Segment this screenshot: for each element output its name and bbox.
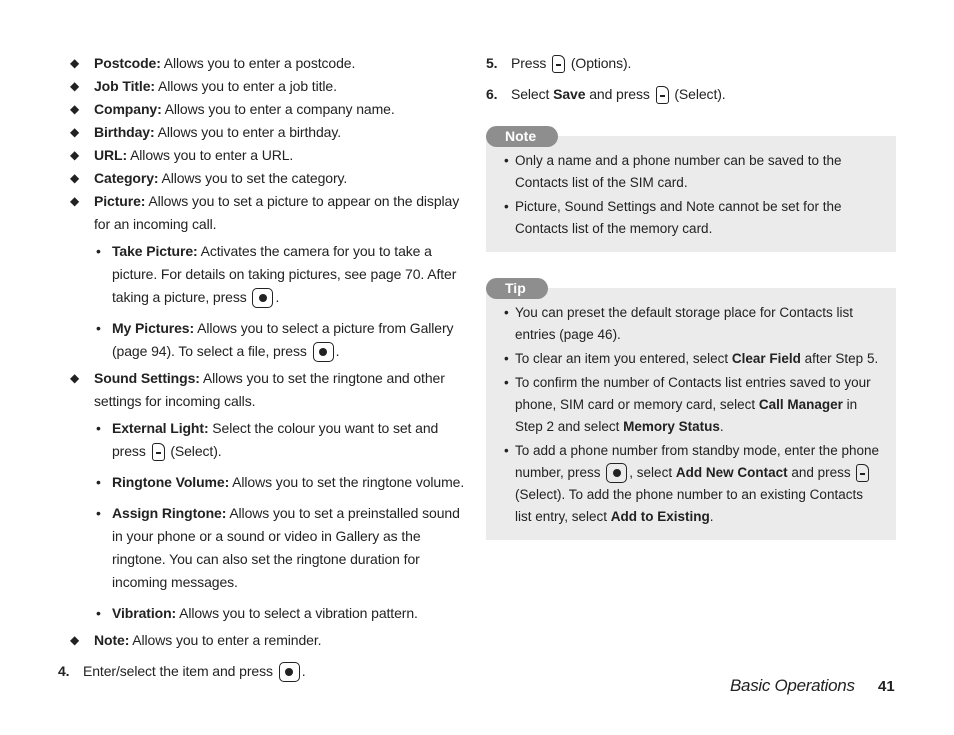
tip-item	[504, 440, 882, 528]
step-text: and press	[585, 86, 654, 102]
note-text: Only a name and a phone number can be saved to the Contacts list of the SIM card.	[515, 153, 842, 190]
term: Category:	[94, 170, 159, 186]
description: Activates the camera for you to take a picture. For details on taking pictures, see page 70. After taking a picture, press	[112, 243, 457, 305]
dot-bullet-icon: •	[504, 375, 509, 390]
description: Allows you to enter a URL.	[127, 147, 294, 163]
description: Allows you to select a picture from Gallery (page 94). To select a file, press	[112, 320, 454, 359]
menu-name: Save	[553, 86, 586, 102]
step-text-end: .	[301, 663, 306, 679]
term: Postcode:	[94, 55, 161, 71]
step-5	[486, 52, 896, 75]
sub-item-my-pictures	[58, 317, 468, 363]
list-item-company	[58, 98, 468, 121]
menu-name: Add to Existing	[610, 509, 710, 524]
dot-bullet-icon: •	[96, 420, 101, 436]
term: Take Picture:	[112, 243, 198, 259]
step-number: 4.	[58, 663, 70, 679]
soft-key-icon	[552, 55, 565, 73]
tip-text: , select	[629, 465, 676, 480]
list-item-picture	[58, 190, 468, 236]
menu-name: Clear Field	[731, 351, 801, 366]
right-column	[486, 52, 896, 540]
tip-box	[486, 280, 896, 540]
dot-bullet-icon: •	[96, 505, 101, 521]
description: Allows you to set a picture to appear on the display for an incoming call.	[94, 193, 460, 232]
diamond-bullet-icon: ◆	[70, 79, 80, 93]
dot-bullet-icon: •	[504, 199, 509, 214]
term: Sound Settings:	[94, 370, 200, 386]
center-key-icon	[252, 288, 273, 308]
menu-name: Add New Contact	[675, 465, 788, 480]
tip-text: .	[719, 419, 724, 434]
tip-text: and press	[787, 465, 855, 480]
diamond-bullet-icon: ◆	[70, 125, 80, 139]
tip-text: To confirm the number of Contacts list entries saved to your phone, SIM card or memory card, select	[515, 375, 871, 412]
diamond-bullet-icon: ◆	[70, 194, 80, 208]
term: External Light:	[112, 420, 209, 436]
list-item-sound-settings	[58, 367, 468, 413]
term: Note:	[94, 632, 130, 648]
sub-item-take-picture	[58, 240, 468, 309]
tip-item	[504, 372, 882, 438]
section-title: Basic Operations	[730, 676, 855, 695]
step-text: Enter/select the item and press	[83, 663, 277, 679]
list-item-job-title	[58, 75, 468, 98]
description: Allows you to set the ringtone and other settings for incoming calls.	[94, 370, 445, 409]
tip-item	[504, 302, 882, 346]
tip-item	[504, 348, 882, 370]
dot-bullet-icon: •	[96, 320, 101, 336]
note-item	[504, 196, 882, 240]
dot-bullet-icon: •	[504, 443, 509, 458]
soft-key-icon	[856, 464, 869, 482]
dot-bullet-icon: •	[96, 243, 101, 259]
menu-name: Memory Status	[623, 419, 720, 434]
center-key-icon	[279, 662, 300, 682]
description: Allows you to enter a reminder.	[129, 632, 322, 648]
description: Allows you to select a vibration pattern.	[176, 605, 418, 621]
tip-label: Tip	[486, 278, 548, 299]
dot-bullet-icon: •	[504, 153, 509, 168]
description: Allows you to set a preinstalled sound in your phone or a sound or video in Gallery as the ringtone. You can also set the ringtone duration for incoming messages.	[112, 505, 460, 590]
list-item-note	[58, 629, 468, 652]
diamond-bullet-icon: ◆	[70, 371, 80, 385]
note-text: Picture, Sound Settings and Note cannot be set for the Contacts list of the memory card.	[515, 199, 842, 236]
description: Allows you to enter a postcode.	[160, 55, 356, 71]
term: Assign Ringtone:	[112, 505, 227, 521]
tip-text: You can preset the default storage place for Contacts list entries (page 46).	[515, 305, 853, 342]
soft-key-icon	[656, 86, 669, 104]
tip-text: after Step 5.	[800, 351, 879, 366]
term: URL:	[94, 147, 128, 163]
step-text: Select	[511, 86, 554, 102]
note-label: Note	[486, 126, 558, 147]
description: Allows you to enter a job title.	[154, 78, 337, 94]
description-end: .	[275, 289, 280, 305]
term: Company:	[94, 101, 162, 117]
note-box	[486, 128, 896, 252]
dot-bullet-icon: •	[504, 305, 509, 320]
description: Allows you to enter a birthday.	[154, 124, 341, 140]
list-item-postcode	[58, 52, 468, 75]
term: Job Title:	[94, 78, 155, 94]
center-key-icon	[606, 463, 627, 483]
dot-bullet-icon: •	[96, 474, 101, 490]
step-number: 6.	[486, 86, 498, 102]
step-text: Press	[511, 55, 551, 71]
description: Allows you to set the category.	[158, 170, 348, 186]
step-number: 5.	[486, 55, 498, 71]
term: Vibration:	[112, 605, 177, 621]
sub-item-vibration	[58, 602, 468, 625]
tip-text: (Select). To add the phone number to an existing Contacts list entry, select	[515, 487, 863, 524]
description: Allows you to set the ringtone volume.	[229, 474, 465, 490]
diamond-bullet-icon: ◆	[70, 148, 80, 162]
description-end: (Select).	[166, 443, 222, 459]
soft-key-icon	[152, 443, 165, 461]
tip-text: To add a phone number from standby mode, enter the phone number, press	[515, 443, 879, 480]
sub-item-ringtone-volume	[58, 471, 468, 494]
term: Ringtone Volume:	[112, 474, 230, 490]
diamond-bullet-icon: ◆	[70, 633, 80, 647]
sub-item-external-light	[58, 417, 468, 463]
tip-text: .	[709, 509, 714, 524]
tip-text: in Step 2 and select	[515, 397, 858, 434]
sub-item-assign-ringtone	[58, 502, 468, 594]
menu-name: Call Manager	[758, 397, 843, 412]
list-item-url	[58, 144, 468, 167]
term: My Pictures:	[112, 320, 195, 336]
step-text-end: (Select).	[670, 86, 726, 102]
term: Picture:	[94, 193, 146, 209]
diamond-bullet-icon: ◆	[70, 102, 80, 116]
step-4	[58, 660, 468, 683]
diamond-bullet-icon: ◆	[70, 56, 80, 70]
description: Select the colour you want to set and press	[112, 420, 439, 459]
list-item-category	[58, 167, 468, 190]
list-item-birthday	[58, 121, 468, 144]
step-text-end: (Options).	[567, 55, 632, 71]
description-end: .	[335, 343, 340, 359]
dot-bullet-icon: •	[96, 605, 101, 621]
term: Birthday:	[94, 124, 155, 140]
page-number: 41	[878, 678, 895, 695]
description: Allows you to enter a company name.	[161, 101, 395, 117]
tip-text: To clear an item you entered, select	[515, 351, 732, 366]
step-6	[486, 83, 896, 106]
center-key-icon	[313, 342, 334, 362]
left-column	[58, 52, 468, 683]
diamond-bullet-icon: ◆	[70, 171, 80, 185]
dot-bullet-icon: •	[504, 351, 509, 366]
note-item	[504, 150, 882, 194]
